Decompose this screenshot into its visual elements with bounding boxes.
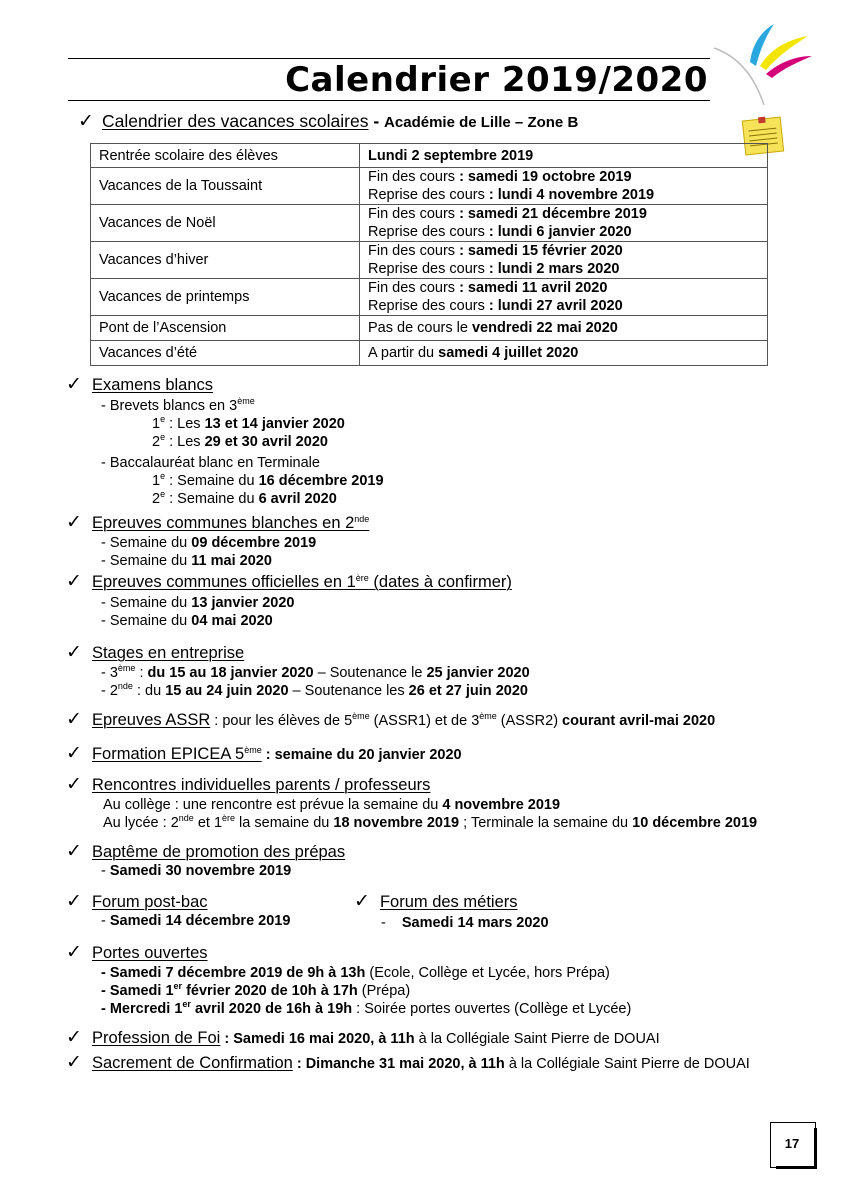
section-examens: ✓ Examens blancs (66, 373, 214, 395)
epreuves-blanches-2: - Semaine du 11 mai 2020 (101, 553, 272, 569)
row-value: Fin des cours : samedi 19 octobre 2019 Reprise des cours : lundi 4 novembre 2019 (360, 168, 768, 205)
epreuves-blanches-1: - Semaine du 09 décembre 2019 (101, 535, 317, 551)
row-label: Vacances de printemps (91, 279, 360, 316)
examens-bac-1: 1e : Semaine du 16 décembre 2019 (152, 471, 384, 489)
check-icon: ✓ (66, 511, 82, 533)
table-row (91, 242, 768, 279)
check-icon: ✓ (66, 1051, 82, 1073)
rencontres-lycee: Au lycée : 2nde et 1ère la semaine du 18 novembre 2019 ; Terminale la semaine du 10 décembre 2019 (103, 813, 758, 831)
check-icon: ✓ (66, 742, 82, 764)
page-number: 17 (784, 1136, 800, 1151)
table-row (91, 168, 768, 205)
examens-brevet-1: 1e : Les 13 et 14 janvier 2020 (152, 414, 345, 432)
page-title: Calendrier 2019/2020 (285, 60, 708, 100)
check-icon: ✓ (66, 840, 82, 862)
header-bottom-rule (68, 100, 710, 101)
row-label: Vacances de la Toussaint (91, 168, 360, 205)
section-portes: ✓ Portes ouvertes (66, 941, 208, 963)
examens-bac: - Baccalauréat blanc en Terminale (101, 455, 320, 471)
rencontres-college: Au collège : une rencontre est prévue la semaine du 4 novembre 2019 (103, 797, 561, 813)
check-icon: ✓ (66, 1026, 82, 1048)
section-epreuves-blanches: ✓ Epreuves communes blanches en 2nde (66, 511, 370, 533)
table-row (91, 341, 768, 366)
check-icon: ✓ (66, 890, 82, 912)
stages-2: - 2nde : du 15 au 24 juin 2020 – Soutenance les 26 et 27 juin 2020 (101, 681, 528, 699)
check-icon: ✓ (78, 110, 94, 132)
row-label: Rentrée scolaire des élèves (91, 144, 360, 168)
section-assr: ✓ Epreuves ASSR : pour les élèves de 5ème (ASSR1) et de 3ème (ASSR2) courant avril-mai 2020 (66, 708, 716, 730)
check-icon: ✓ (66, 570, 82, 592)
vacances-table (90, 143, 768, 366)
epreuves-officielles-1: - Semaine du 13 janvier 2020 (101, 595, 295, 611)
portes-3: - Mercredi 1er avril 2020 de 16h à 19h : Soirée portes ouvertes (Collège et Lycée) (101, 999, 632, 1017)
brushstroke-logo (704, 10, 816, 105)
portes-2: - Samedi 1er février 2020 de 10h à 17h (Prépa) (101, 981, 411, 999)
section-forum-postbac: ✓ Forum post-bac (66, 890, 208, 912)
row-label: Vacances d’été (91, 341, 360, 366)
section-rencontres: ✓ Rencontres individuelles parents / professeurs (66, 773, 431, 795)
section-bapteme: ✓ Baptême de promotion des prépas (66, 840, 346, 862)
table-row (91, 144, 768, 168)
examens-brevet: - Brevets blancs en 3ème (101, 396, 255, 414)
check-icon: ✓ (354, 890, 370, 912)
section-stages: ✓ Stages en entreprise (66, 641, 245, 663)
epreuves-officielles-2: - Semaine du 04 mai 2020 (101, 613, 273, 629)
row-label: Pont de l’Ascension (91, 316, 360, 341)
section-confirmation: ✓ Sacrement de Confirmation : Dimanche 31 mai 2020, à 11h à la Collégiale Saint Pierre de DOUAI (66, 1051, 750, 1073)
check-icon: ✓ (66, 708, 82, 730)
section-forum-metiers: ✓ Forum des métiers (354, 890, 518, 912)
row-value: Lundi 2 septembre 2019 (360, 144, 768, 168)
forum-postbac-date: - Samedi 14 décembre 2019 (101, 913, 291, 929)
check-icon: ✓ (66, 941, 82, 963)
examens-brevet-2: 2e : Les 29 et 30 avril 2020 (152, 432, 328, 450)
row-label: Vacances de Noël (91, 205, 360, 242)
examens-bac-2: 2e : Semaine du 6 avril 2020 (152, 489, 337, 507)
row-value: Pas de cours le vendredi 22 mai 2020 (360, 316, 768, 341)
row-value: Fin des cours : samedi 21 décembre 2019 Reprise des cours : lundi 6 janvier 2020 (360, 205, 768, 242)
header-top-rule (68, 58, 710, 59)
table-row (91, 279, 768, 316)
row-value: Fin des cours : samedi 15 février 2020 Reprise des cours : lundi 2 mars 2020 (360, 242, 768, 279)
section-foi: ✓ Profession de Foi : Samedi 16 mai 2020, à 11h à la Collégiale Saint Pierre de DOUAI (66, 1026, 660, 1048)
check-icon: ✓ (66, 373, 82, 395)
bapteme-date: - Samedi 30 novembre 2019 (101, 863, 292, 879)
vacances-heading: ✓ Calendrier des vacances scolaires - Académie de Lille – Zone B (78, 110, 579, 132)
check-icon: ✓ (66, 641, 82, 663)
table-row (91, 205, 768, 242)
check-icon: ✓ (66, 773, 82, 795)
stages-1: - 3ème : du 15 au 18 janvier 2020 – Soutenance le 25 janvier 2020 (101, 663, 530, 681)
portes-1: - Samedi 7 décembre 2019 de 9h à 13h (Ecole, Collège et Lycée, hors Prépa) (101, 965, 610, 981)
row-label: Vacances d’hiver (91, 242, 360, 279)
section-epicea: ✓ Formation EPICEA 5ème : semaine du 20 janvier 2020 (66, 742, 462, 764)
section-epreuves-officielles: ✓ Epreuves communes officielles en 1ère (dates à confirmer) (66, 570, 512, 592)
table-row (91, 316, 768, 341)
row-value: A partir du samedi 4 juillet 2020 (360, 341, 768, 366)
forum-metiers-date: - Samedi 14 mars 2020 (381, 915, 549, 931)
row-value: Fin des cours : samedi 11 avril 2020 Reprise des cours : lundi 27 avril 2020 (360, 279, 768, 316)
